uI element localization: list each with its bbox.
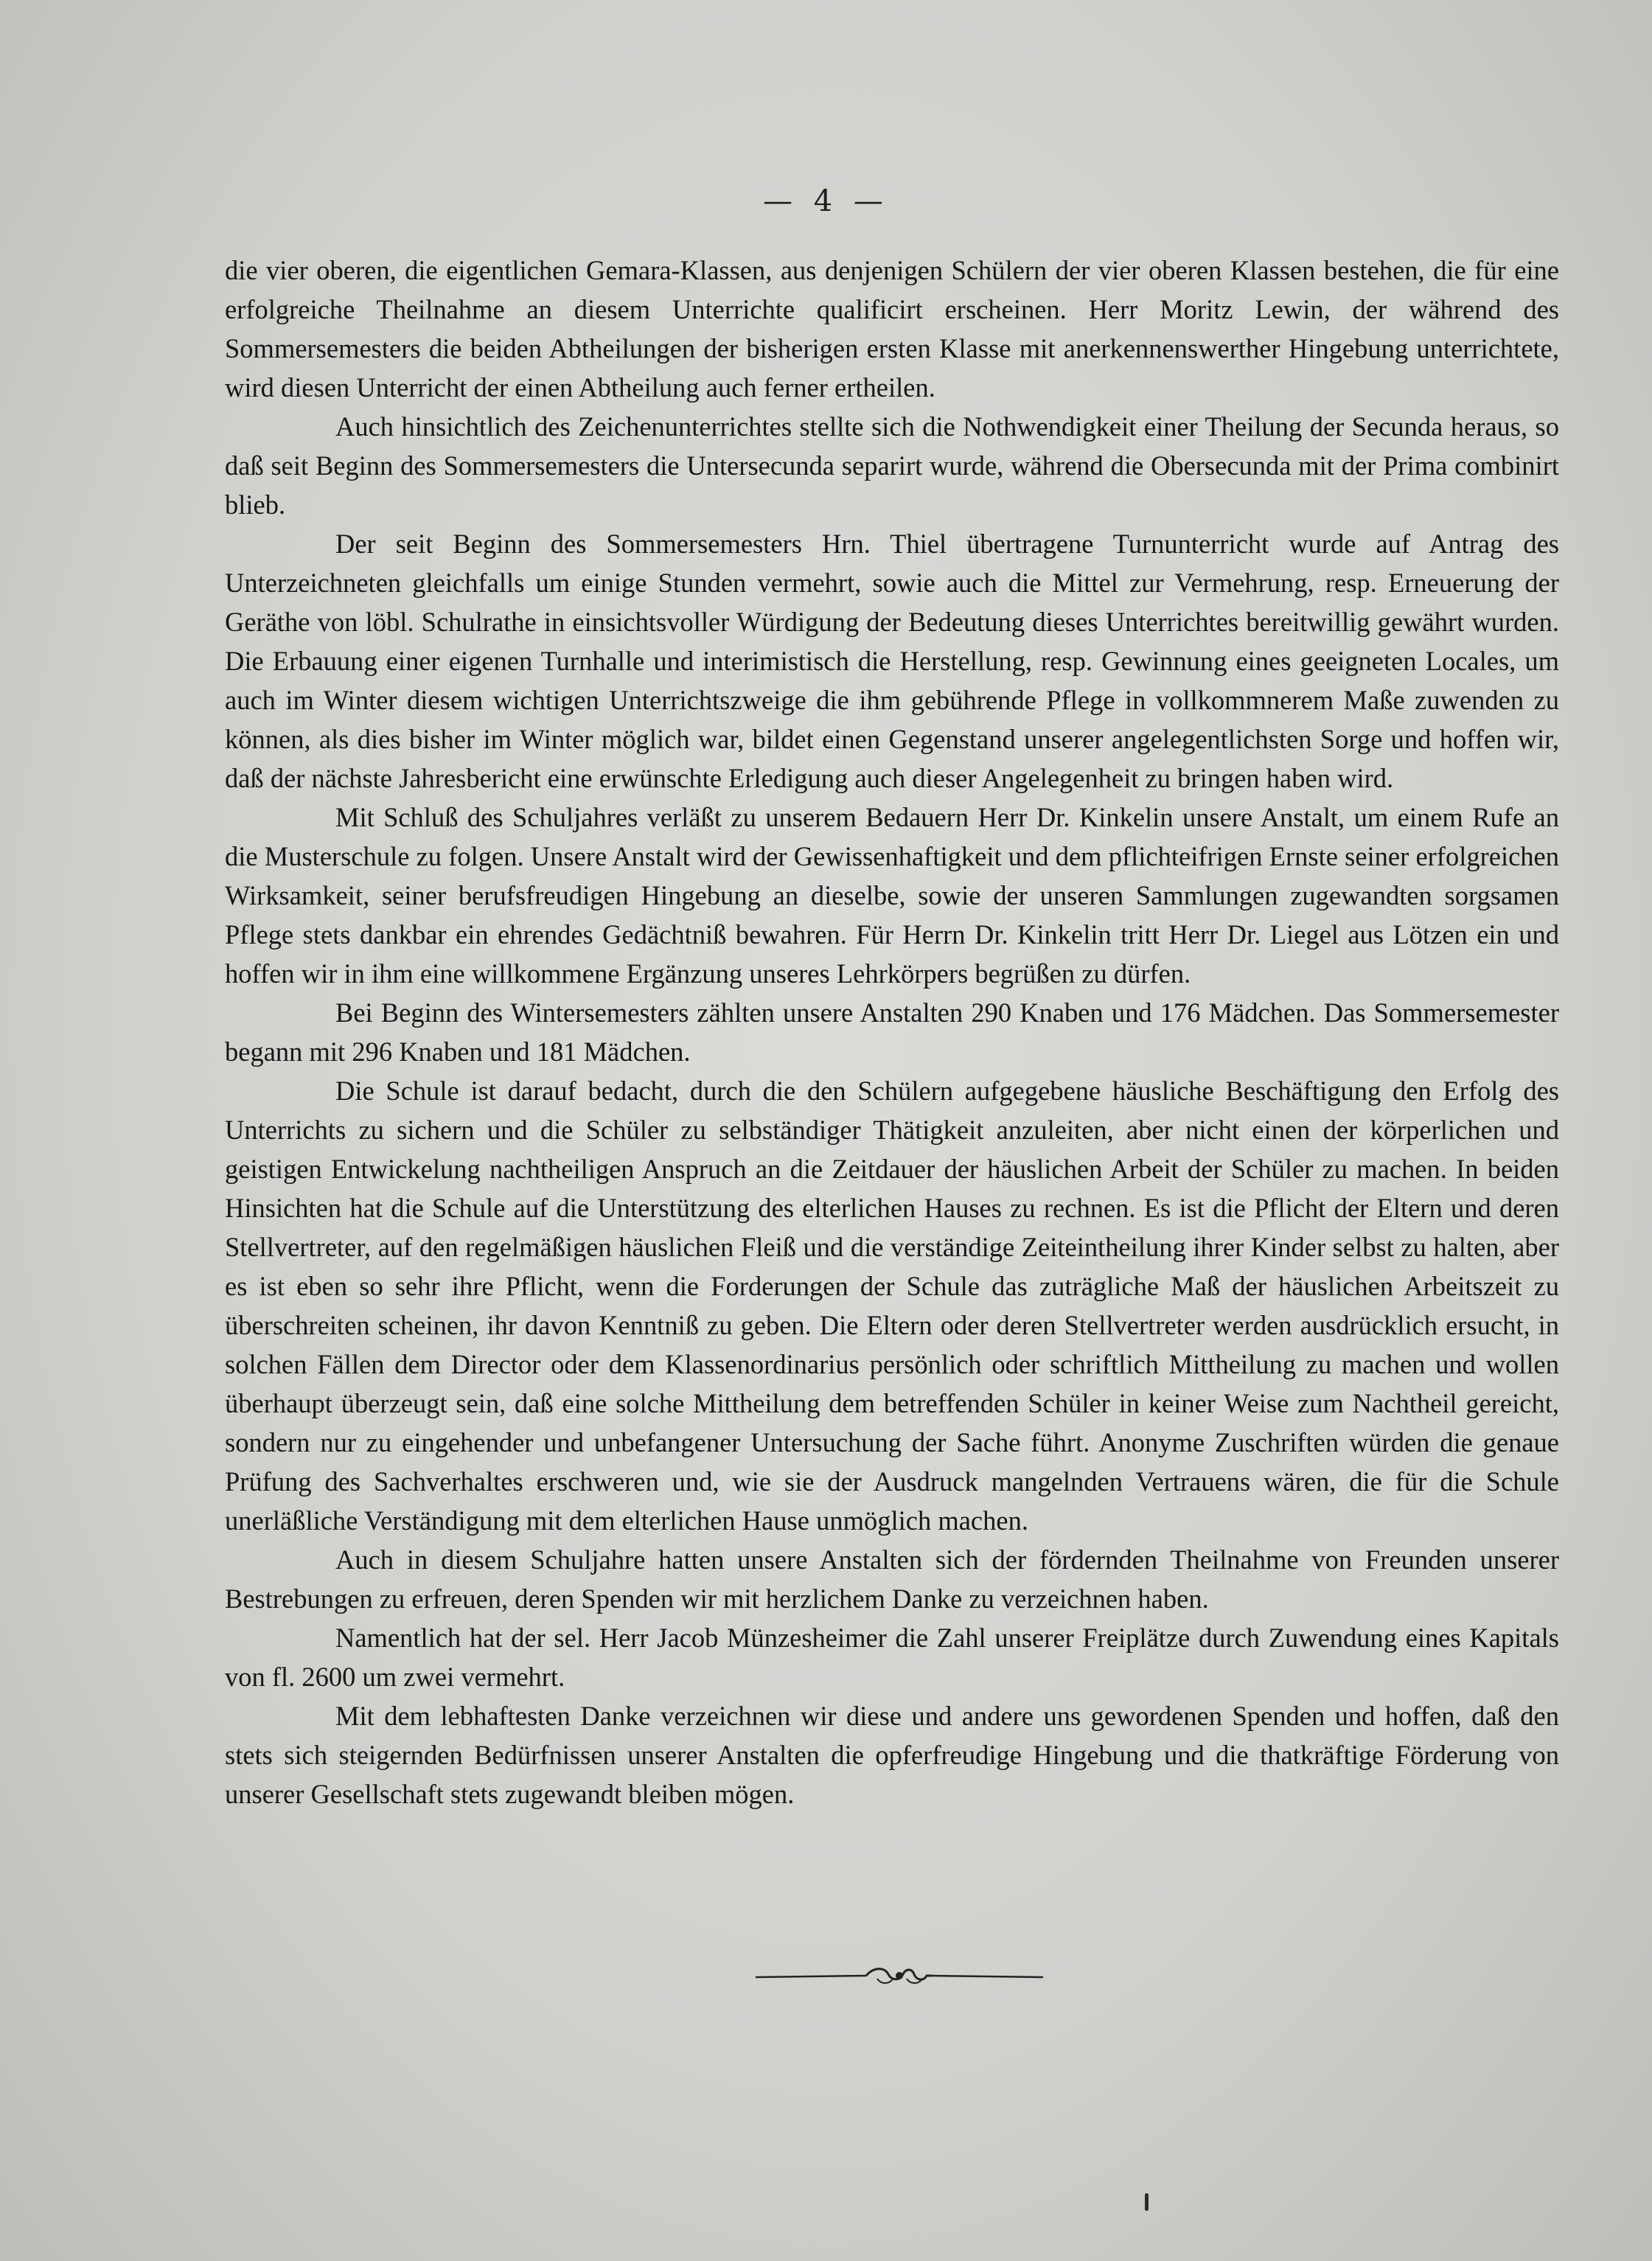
page-number: — 4 —	[763, 184, 889, 218]
paragraph-teacher-departure: Mit Schluß des Schuljahres verläßt zu unserem Bedauern Herr Dr. Kinkelin unsere Anstalt, um einem Rufe an die Musterschule zu folgen. Unsere Anstalt wird der Gewissenhaftigkeit und dem pflichteifrigen Ernste seiner erfolgreichen Wirksamkeit, seiner berufsfreudigen Hingebung an dieselbe, sowie der unseren Sammlungen zugewandten sorgsamen Pflege stets dankbar ein ehrendes Gedächtniß bewahren. Für Herrn Dr. Kinkelin tritt Herr Dr. Liegel aus Lötzen ein und hoffen wir in ihm eine willkommene Ergänzung unseres Lehrkörpers begrüßen zu dürfen.	[225, 802, 1559, 989]
paragraph-drawing-lessons: Auch hinsichtlich des Zeichenunterrichtes stellte sich die Nothwendigkeit einer Theilung der Secunda heraus, so daß seit Beginn des Sommersemesters die Untersecunda separirt wurde, während die Obersecunda mit der Prima combinirt blieb.	[225, 411, 1559, 520]
paragraph-gymnastics: Der seit Beginn des Sommersemesters Hrn. Thiel übertragene Turnunterricht wurde auf Antrag des Unterzeichneten gleichfalls um einige Stunden vermehrt, sowie auch die Mittel zur Vermehrung, resp. Erneuerung der Geräthe von löbl. Schulrathe in einsichtsvoller Würdigung der Bedeutung dieses Unterrichtes bereitwillig gewährt wurden. Die Erbauung einer eigenen Turnhalle und interimistisch die Herstellung, resp. Gewinnung eines geeigneten Locales, um auch im Winter diesem wichtigen Unterrichtszweige die ihm gebührende Pflege in vollkommnerem Maße zuwenden zu können, als dies bisher im Winter möglich war, bildet einen Gegenstand unserer angelegentlichsten Sorge und hoffen wir, daß der nächste Jahresbericht eine erwünschte Erledigung auch dieser Angelegenheit zu bringen haben wird.	[225, 529, 1559, 793]
paragraph-gemara-classes: die vier oberen, die eigentlichen Gemara-Klassen, aus denjenigen Schülern der vier oberen Klassen bestehen, die für eine erfolgreiche Theilnahme an diesem Unterrichte qualificirt erscheinen. Herr Moritz Lewin, der während des Sommersemesters die beiden Abtheilungen der bisherigen ersten Klasse mit anerkennenswerther Hingebung unterrichtete, wird diesen Unterricht der einen Abtheilung auch ferner ertheilen.	[225, 255, 1559, 403]
paragraph-scholarship: Namentlich hat der sel. Herr Jacob Münzesheimer die Zahl unserer Freiplätze durch Zuwendung eines Kapitals von fl. 2600 um zwei vermehrt.	[225, 1623, 1559, 1692]
paragraph-enrollment: Bei Beginn des Wintersemesters zählten unsere Anstalten 290 Knaben und 176 Mädchen. Das Sommersemester begann mit 296 Knaben und 181 Mädchen.	[225, 997, 1559, 1067]
paragraph-homework: Die Schule ist darauf bedacht, durch die den Schülern aufgegebene häusliche Beschäftigung den Erfolg des Unterrichts zu sichern und die Schüler zu selbständiger Thätigkeit anzuleiten, aber nicht einen der körperlichen und geistigen Entwickelung nachtheiligen Anspruch an die Zeitdauer der häuslichen Arbeit der Schüler zu machen. In beiden Hinsichten hat die Schule auf die Unterstützung des elterlichen Hauses zu rechnen. Es ist die Pflicht der Eltern und deren Stellvertreter, auf den regelmäßigen häuslichen Fleiß und die verständige Zeiteintheilung ihrer Kinder selbst zu halten, aber es ist eben so sehr ihre Pflicht, wenn die Forderungen der Schule das zuträgliche Maß der häuslichen Arbeitszeit zu überschreiten scheinen, ihr davon Kenntniß zu geben. Die Eltern oder deren Stellvertreter werden ausdrücklich ersucht, in solchen Fällen dem Director oder dem Klassenordinarius persönlich oder schriftlich Mittheilung zu machen und wollen überhaupt überzeugt sein, daß eine solche Mittheilung dem betreffenden Schüler in keiner Weise zum Nachtheil gereicht, sondern nur zu eingehender und unbefangener Untersuchung der Sache führt. Anonyme Zuschriften würden die genaue Prüfung des Sachverhaltes erschweren und, wie sie der Ausdruck mangelnden Vertrauens wären, die für die Schule unerläßliche Verständigung mit dem elterlichen Hause unmöglich machen.	[225, 1076, 1559, 1536]
paragraph-donations: Auch in diesem Schuljahre hatten unsere Anstalten sich der fördernden Theilnahme von Freunden unserer Bestrebungen zu erfreuen, deren Spenden wir mit herzlichem Danke zu verzeichnen haben.	[225, 1544, 1559, 1614]
print-speck	[1145, 2193, 1149, 2211]
paragraph-thanks: Mit dem lebhaftesten Danke verzeichnen wir diese und andere uns gewordenen Spenden und hoffen, daß den stets sich steigernden Bedürfnissen unserer Anstalten die opferfreudige Hingebung und die thatkräftige Förderung von unserer Gesellschaft stets zugewandt bleiben mögen.	[225, 1701, 1559, 1809]
divider-ornament	[756, 1961, 1043, 1990]
body-text	[225, 251, 1559, 1814]
